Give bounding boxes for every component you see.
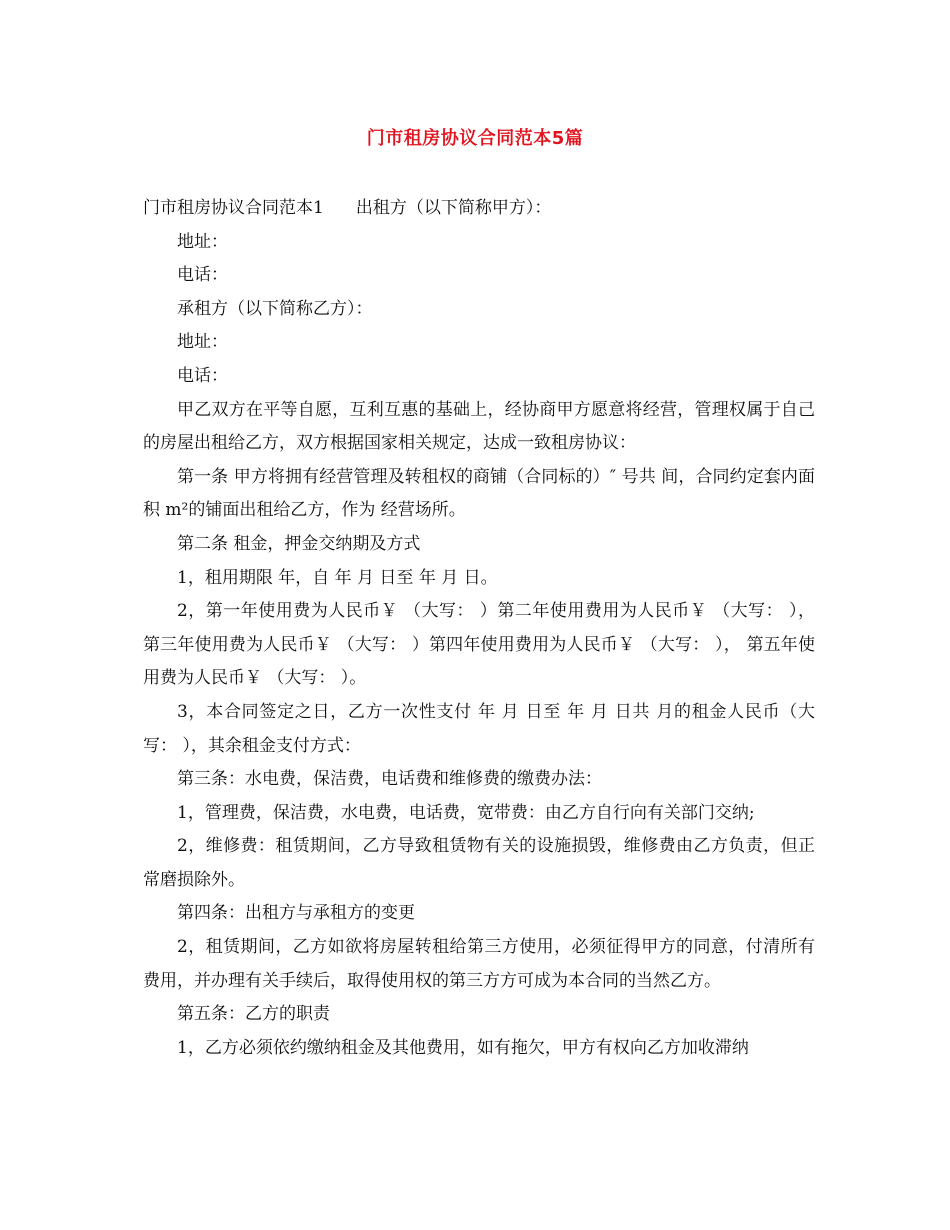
document-title: 门市租房协议合同范本5篇 xyxy=(366,128,584,149)
document-body xyxy=(143,192,815,1065)
paragraph: 1，租用期限 年，自 年 月 日至 年 月 日。 xyxy=(177,567,498,588)
paragraph: 第三条：水电费，保洁费，电话费和维修费的缴费办法： xyxy=(177,769,602,790)
paragraph: 2，第一年使用费为人民币￥ （大写： ）第二年使用费用为人民币￥ （大写： ）， 第三年使用费为人民币￥ （大写： ）第四年使用费用为人民币￥ （大写： ）， 第五年使用费为人民币￥ （大写： ）。 xyxy=(143,601,815,689)
paragraph: 2，租赁期间，乙方如欲将房屋转租给第三方使用，必须征得甲方的同意，付清所有费用，并办理有关手续后，取得使用权的第三方方可成为本合同的当然乙方。 xyxy=(143,937,815,991)
paragraph: 第二条 租金，押金交纳期及方式 xyxy=(177,533,421,554)
paragraph: 电话： xyxy=(177,265,228,286)
contract-heading-label: 门市租房协议合同范本1 xyxy=(143,198,324,218)
paragraph: 承租方（以下简称乙方）： xyxy=(177,298,373,319)
paragraph: 3，本合同签定之日，乙方一次性支付 年 月 日至 年 月 日共 月的租金人民币（大写： ），其余租金支付方式： xyxy=(143,701,815,756)
paragraph: 地址： xyxy=(177,231,228,252)
paragraph: 2，维修费：租赁期间，乙方导致租赁物有关的设施损毁，维修费由乙方负责，但正常磨损除外。 xyxy=(143,836,815,890)
paragraph: 第一条 甲方将拥有经营管理及转租权的商铺（合同标的）″ 号共 间，合同约定套内面积 m²的铺面出租给乙方，作为 经营场所。 xyxy=(143,466,815,521)
paragraph: 1，管理费，保洁费，水电费，电话费，宽带费：由乙方自行向有关部门交纳; xyxy=(177,802,755,823)
paragraph: 第五条：乙方的职责 xyxy=(177,1004,330,1025)
paragraph: 地址： xyxy=(177,332,228,353)
lessor-line: 出租方（以下简称甲方）： xyxy=(355,198,552,218)
paragraph: 甲乙双方在平等自愿，互利互惠的基础上，经协商甲方愿意将经营，管理权属于自己的房屋出租给乙方，双方根据国家相关规定，达成一致租房协议： xyxy=(143,399,815,454)
first-line xyxy=(143,192,815,226)
paragraph: 电话： xyxy=(177,365,228,386)
paragraph: 1，乙方必须依约缴纳租金及其他费用，如有拖欠，甲方有权向乙方加收滞纳 xyxy=(177,1037,749,1058)
paragraph: 第四条：出租方与承租方的变更 xyxy=(177,903,415,924)
